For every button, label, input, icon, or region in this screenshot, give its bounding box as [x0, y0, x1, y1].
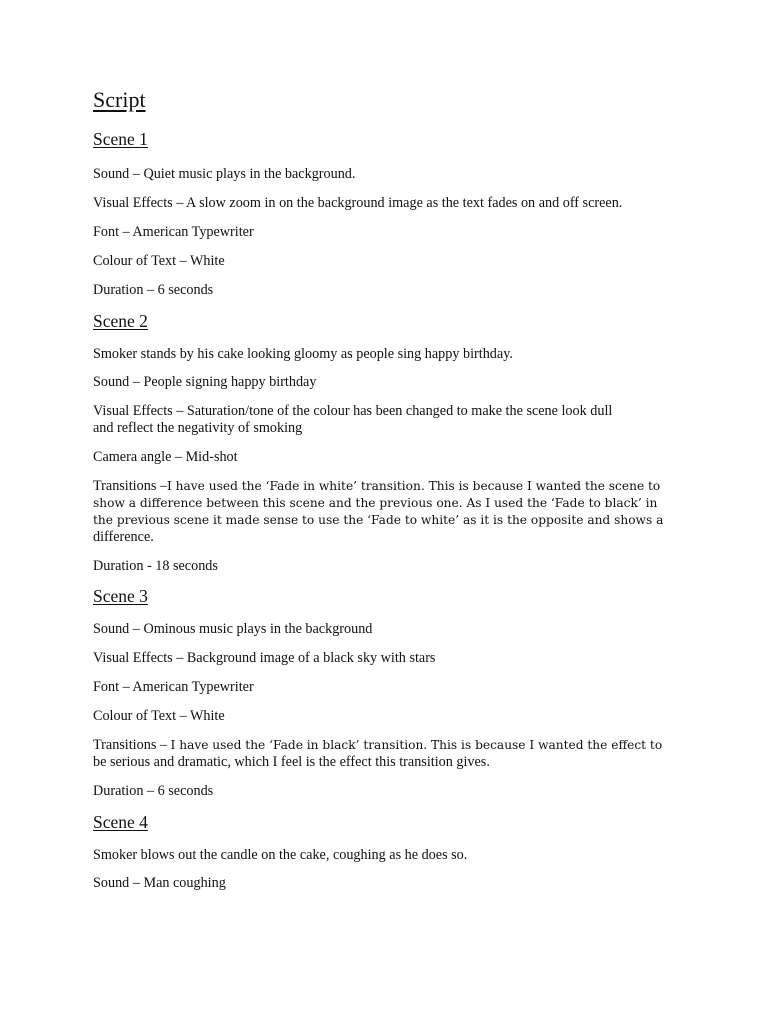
- scene-1-visual-effects: Visual Effects – A slow zoom in on the background image as the text fades on and off screen.: [93, 195, 623, 211]
- scene-4-heading: Scene 4: [93, 812, 148, 832]
- scene-3-transitions-line-1: I have used the ‘Fade in black’ transition. This is because I wanted the effect to: [170, 738, 663, 752]
- scene-1-sound: Sound – Quiet music plays in the background.: [93, 166, 356, 182]
- scene-2-visual-effects: [93, 403, 683, 437]
- scene-2-camera-angle: Camera angle – Mid-shot: [93, 449, 238, 465]
- scene-3-visual-effects: Visual Effects – Background image of a black sky with stars: [93, 650, 436, 666]
- scene-1-duration: Duration – 6 seconds: [93, 282, 214, 298]
- scene-2-transitions-line-4: difference.: [93, 529, 154, 545]
- scene-2-duration: Duration - 18 seconds: [93, 558, 218, 574]
- scene-3-sound: Sound – Ominous music plays in the background: [93, 621, 373, 637]
- scene-4-sound: Sound – Man coughing: [93, 875, 226, 891]
- scene-1-colour: Colour of Text – White: [93, 253, 225, 269]
- scene-2-transitions-line-3: the previous scene it made sense to use the ‘Fade to white’ as it is the opposite and shows a: [93, 513, 664, 527]
- scene-2-transitions-line-1: I have used the ‘Fade in white’ transition. This is because I wanted the scene to: [166, 479, 661, 493]
- scene-3-transitions: [93, 737, 683, 771]
- scene-2-action: Smoker stands by his cake looking gloomy as people sing happy birthday.: [93, 346, 513, 362]
- scene-2-transitions-prefix: Transitions –: [93, 478, 167, 494]
- scene-3-transitions-prefix: Transitions –: [93, 737, 171, 753]
- scene-3-heading: Scene 3: [93, 586, 148, 606]
- document-title: Script: [93, 87, 146, 112]
- scene-2-transitions: [93, 478, 683, 546]
- scene-3-font: Font – American Typewriter: [93, 679, 254, 695]
- scene-2-transitions-line-2: show a difference between this scene and the previous one. As I used the ‘Fade to black’ in: [93, 496, 658, 510]
- scene-1-font: Font – American Typewriter: [93, 224, 254, 240]
- scene-2-sound: Sound – People signing happy birthday: [93, 374, 317, 390]
- scene-3-duration: Duration – 6 seconds: [93, 783, 214, 799]
- scene-3-colour: Colour of Text – White: [93, 708, 225, 724]
- scene-2-visual-effects-line-2: and reflect the negativity of smoking: [93, 420, 303, 436]
- scene-2-heading: Scene 2: [93, 311, 148, 331]
- scene-2-visual-effects-line-1: Visual Effects – Saturation/tone of the colour has been changed to make the scene look dull: [93, 403, 613, 419]
- scene-3-transitions-line-2: be serious and dramatic, which I feel is the effect this transition gives.: [93, 754, 490, 770]
- scene-4-action: Smoker blows out the candle on the cake, coughing as he does so.: [93, 847, 468, 863]
- scene-1-heading: Scene 1: [93, 129, 148, 149]
